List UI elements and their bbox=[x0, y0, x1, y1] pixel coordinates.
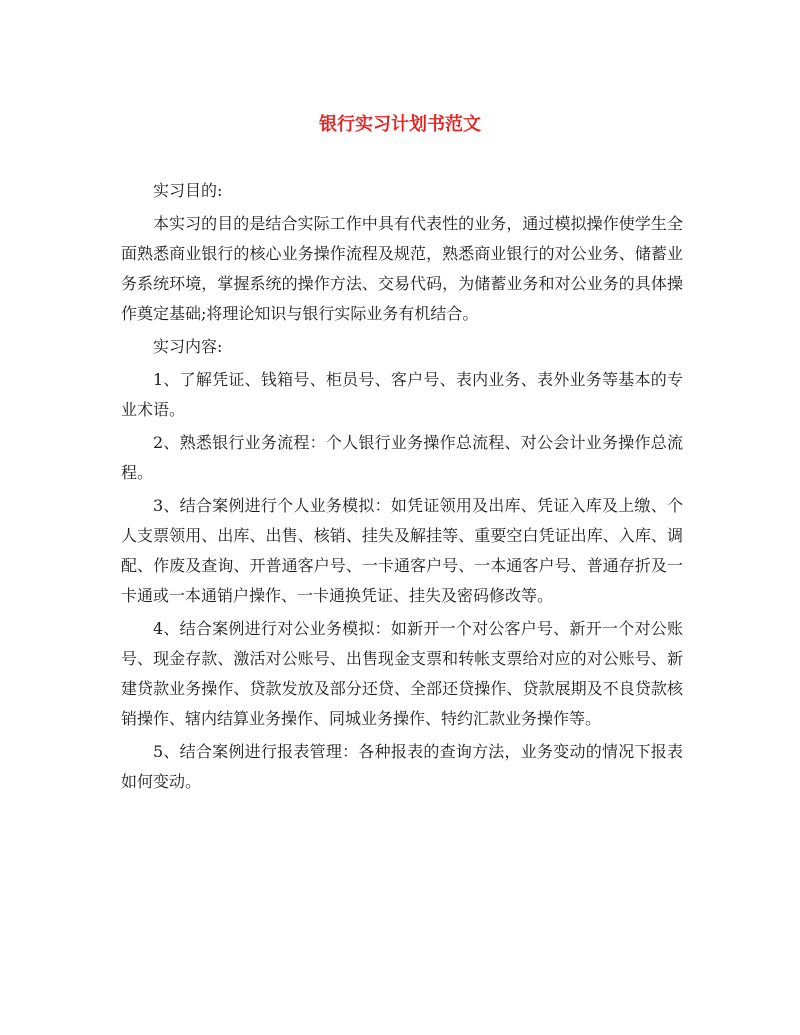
paragraph-purpose-text: 本实习的目的是结合实际工作中具有代表性的业务，通过模拟操作使学生全面熟悉商业银行的核心业务操作流程及规范，熟悉商业银行的对公业务、储蓄业务系统环境，掌握系统的操作方法、交易代码，为储蓄业务和对公业务的具体操作奠定基础;将理论知识与银行实际业务有机结合。 bbox=[121, 214, 683, 323]
paragraph-content-heading: 实习内容: bbox=[153, 337, 223, 356]
document-title: 银行实习计划书范文 bbox=[319, 114, 481, 135]
paragraph-item-2: 2、熟悉银行业务流程：个人银行业务操作总流程、对公会计业务操作总流程。 bbox=[121, 433, 683, 482]
paragraph-item-1: 1、了解凭证、钱箱号、柜员号、客户号、表内业务、表外业务等基本的专业术语。 bbox=[121, 370, 683, 419]
paragraph-item-3: 3、结合案例进行个人业务模拟：如凭证领用及出库、凭证入库及上缴、个人支票领用、出库、出售、核销、挂失及解挂等、重要空白凭证出库、入库、调配、作废及查询、开普通客户号、一卡通客户号、一本通客户号、普通存折及一卡通或一本通销户操作、一卡通换凭证、挂失及密码修改等。 bbox=[121, 496, 683, 605]
paragraph-purpose-heading: 实习目的: bbox=[153, 181, 223, 200]
paragraph-item-5: 5、结合案例进行报表管理：各种报表的查询方法，业务变动的情况下报表如何变动。 bbox=[121, 742, 683, 791]
document-body bbox=[121, 176, 683, 800]
paragraph-item-4: 4、结合案例进行对公业务模拟：如新开一个对公客户号、新开一个对公账号、现金存款、激活对公账号、出售现金支票和转帐支票给对应的对公账号、新建贷款业务操作、贷款发放及部分还贷、全部还贷操作、贷款展期及不良贷款核销操作、辖内结算业务操作、同城业务操作、特约汇款业务操作等。 bbox=[121, 619, 683, 728]
